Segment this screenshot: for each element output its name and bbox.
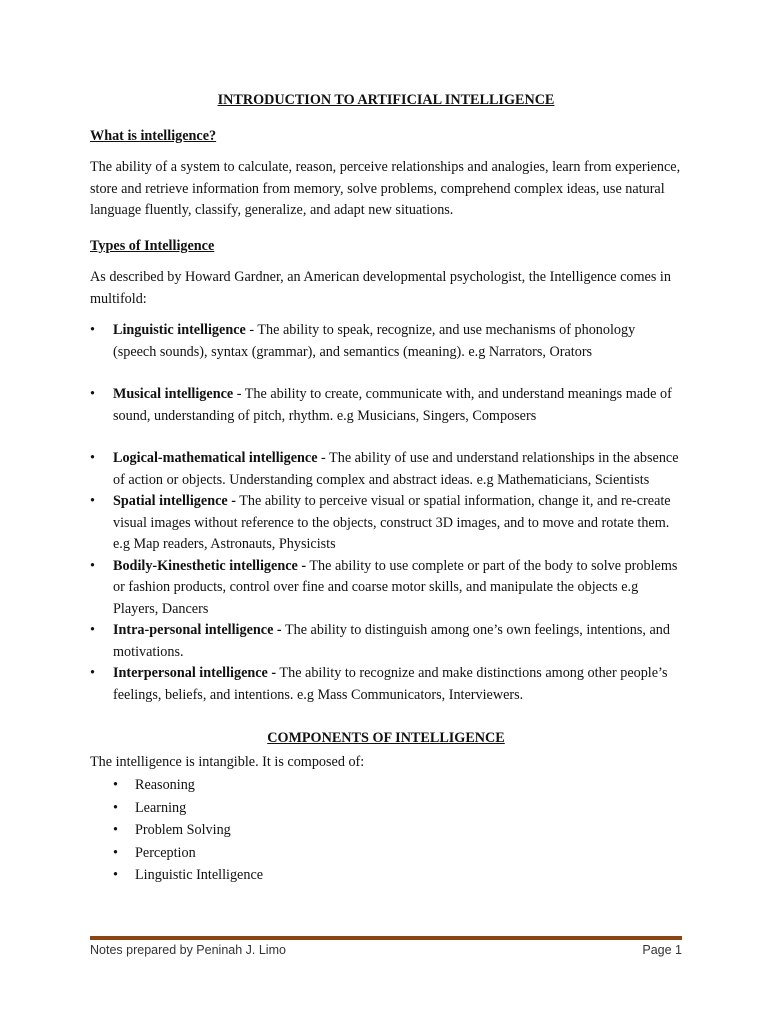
type-description: - The ability of use and understand relationships in the absence of action or objects. Understanding complex and abstract ideas. e.g Mathematicians, Scientists — [113, 450, 679, 488]
page-footer — [90, 943, 682, 957]
page-title: INTRODUCTION TO ARTIFICIAL INTELLIGENCE — [217, 92, 555, 108]
bullet-icon: • — [113, 844, 118, 861]
component-label: Linguistic Intelligence — [135, 867, 264, 883]
components-heading: COMPONENTS OF INTELLIGENCE — [267, 730, 505, 746]
type-description: The ability to use complete or part of the body to solve problems or fashion products, control over fine and coarse motor skills, and manipulate the objects e.g Players, Dancers — [113, 557, 678, 617]
components-list — [90, 774, 682, 887]
list-item — [113, 774, 682, 797]
types-of-intelligence-heading: Types of Intelligence — [90, 237, 215, 254]
bullet-icon: • — [90, 386, 95, 402]
what-is-intelligence-heading: What is intelligence? — [90, 127, 217, 144]
list-item — [90, 663, 682, 706]
bullet-icon: • — [90, 622, 95, 638]
component-label: Perception — [135, 844, 196, 861]
bullet-icon: • — [90, 493, 95, 509]
type-term: Spatial intelligence - — [113, 493, 236, 509]
list-item — [113, 797, 682, 820]
document-body — [90, 90, 682, 887]
type-description: - The ability to speak, recognize, and use mechanisms of phonology (speech sounds), syntax (grammar), and semantics (meaning). e.g Narrators, Orators — [113, 322, 636, 360]
type-description: The ability to recognize and make distinctions among other people’s feelings, beliefs, and intentions. e.g Mass Communicators, Interviewers. — [113, 665, 668, 703]
type-term: Bodily-Kinesthetic intelligence - — [113, 557, 307, 574]
type-term: Interpersonal intelligence - — [113, 665, 277, 681]
type-term: Musical intelligence — [113, 386, 234, 402]
component-label: Learning — [135, 799, 187, 816]
types-list — [90, 320, 682, 706]
footer-author: Notes prepared by Peninah J. Limo — [90, 943, 286, 957]
type-term: Intra-personal intelligence - — [113, 622, 282, 638]
components-intro-paragraph: The intelligence is intangible. It is composed of: — [90, 753, 365, 770]
bullet-icon: • — [90, 665, 95, 681]
list-item — [90, 384, 682, 427]
type-description: The ability to distinguish among one’s own feelings, intentions, and motivations. — [113, 622, 670, 660]
type-description: - The ability to create, communicate with, and understand meanings made of sound, understanding of pitch, rhythm. e.g Musicians, Singers, Composers — [113, 386, 672, 424]
page-number: Page 1 — [642, 943, 682, 957]
list-item — [113, 864, 682, 887]
types-intro-paragraph: As described by Howard Gardner, an American developmental psychologist, the Intelligence comes in multifold: — [90, 269, 671, 307]
type-description: The ability to perceive visual or spatial information, change it, and re-create visual images without reference to the objects, construct 3D images, and to move and rotate them. e.g Map readers, Astronauts, Physicists — [113, 493, 671, 552]
footer-divider — [90, 936, 682, 940]
component-label: Problem Solving — [135, 822, 231, 838]
list-item — [90, 620, 682, 663]
list-item — [90, 448, 682, 491]
list-item — [113, 819, 682, 842]
bullet-icon: • — [113, 822, 118, 838]
list-item — [90, 556, 682, 621]
bullet-icon: • — [113, 867, 118, 883]
bullet-icon: • — [90, 450, 95, 466]
list-item — [90, 491, 682, 556]
list-item — [90, 320, 682, 363]
bullet-icon: • — [90, 322, 95, 338]
bullet-icon: • — [90, 557, 95, 574]
bullet-icon: • — [113, 777, 118, 793]
type-term: Logical-mathematical intelligence — [113, 450, 318, 466]
list-item — [113, 842, 682, 865]
type-term: Linguistic intelligence — [113, 322, 246, 338]
bullet-icon: • — [113, 799, 118, 816]
what-is-intelligence-paragraph: The ability of a system to calculate, reason, perceive relationships and analogies, learn from experience, store and retrieve information from memory, solve problems, comprehend complex ideas, use natural language fluently, classify, generalize, and adapt new situations. — [90, 159, 681, 218]
component-label: Reasoning — [135, 777, 195, 793]
